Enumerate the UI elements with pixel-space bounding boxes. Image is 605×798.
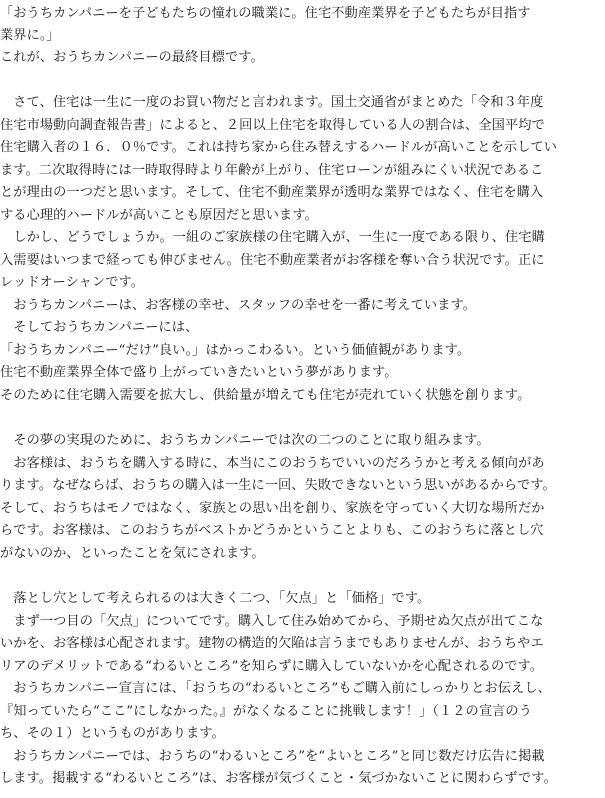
text-line: そして、おうちはモノではなく、家族との思い出を創り、家族を守っていく大切な場所だか [0, 501, 545, 516]
text-line: そしておうちカンパニーには、 [0, 320, 199, 335]
text-line: いかを、お客様は心配されます。建物の構造的欠陥は言うまでもありませんが、おうちやエ [0, 636, 544, 651]
text-line: します。掲載する“わるいところ”は、お客様が気づくこと・気づかないことに関わらずです。 [0, 771, 557, 786]
text-line: おうちカンパニー宣言には、「おうちの“わるいところ”もご購入前にしっかりとお伝えし、 [0, 681, 551, 696]
text-line: 「おうちカンパニーを子どもたちの憧れの職業に。住宅不動産業界を子どもたちが目指す [0, 6, 531, 21]
text-line: ります。なぜならば、おうちの購入は一生に一回、失敗できないという思いがあるからです。 [0, 478, 556, 493]
text-line: これが、おうちカンパニーの最終目標です。 [0, 50, 264, 65]
text-line: しかし、どうでしょうか。一組のご家族様の住宅購入が、一生に一度である限り、住宅購 [0, 230, 545, 245]
text-line: おうちカンパニーでは、おうちの“わるいところ”を“よいところ”と同じ数だけ広告に掲載 [0, 749, 545, 764]
text-line: ます。二次取得時には一時取得時より年齢が上がり、住宅ローンが組みにくい状況であるこ [0, 163, 544, 178]
text-line: そのために住宅購入需要を拡大し、供給量が増えても住宅が売れていく状態を創ります。 [0, 388, 531, 403]
text-line: らです。お客様は、このおうちがベストかどうかということよりも、このおうちに落とし穴 [0, 523, 544, 538]
text-line: ち、その１）というものがあります。 [0, 726, 225, 741]
text-line: お客様は、おうちを購入する時に、本当にこのおうちでいいのだろうかと考える傾向があ [0, 456, 545, 471]
text-line: 業界に。」 [0, 28, 60, 43]
text-line: レッドオーシャンです。 [0, 275, 145, 290]
text-line: とが理由の一つだと思います。そして、住宅不動産業界が透明な業界ではなく、住宅を購入 [0, 185, 544, 200]
text-line: する心理的ハードルが高いことも原因だと思います。 [0, 208, 318, 223]
text-line: さて、住宅は一生に一度のお買い物だと言われます。国土交通省がまとめた「令和３年度 [0, 95, 544, 110]
text-line: 住宅市場動向調査報告書」によると、２回以上住宅を取得している人の割合は、全国平均で [0, 118, 545, 133]
text-line: おうちカンパニーは、お客様の幸せ、スタッフの幸せを一番に考えています。 [0, 298, 476, 313]
text-line: 住宅購入者の１６．０％です。これは持ち家から住み替えするハードルが高いことを示してい [0, 140, 558, 155]
text-line: リアのデメリットである“わるいところ”を知らずに購入していないかを心配されるのです。 [0, 659, 544, 674]
text-line: 「おうちカンパニー“だけ”良い。」はかっこわるい。という価値観があります。 [0, 343, 471, 358]
text-line: がないのか、といったことを気にされます。 [0, 546, 265, 561]
text-line: 落とし穴として考えられるのは大きく二つ、「欠点」と「価格」です。 [0, 591, 431, 606]
text-line: 住宅不動産業界全体で盛り上がっていきたいという夢があります。 [0, 365, 398, 380]
text-line: まず一つ目の「欠点」についてです。購入して住み始めてから、予期せぬ欠点が出てこな [0, 614, 544, 629]
text-line: その夢の実現のために、おうちカンパニーでは次の二つのことに取り組みます。 [0, 433, 490, 448]
text-line: 入需要はいつまで経っても伸びません。住宅不動産業者がお客様を奪い合う状況です。正に [0, 253, 545, 268]
text-line: 『知っていたら“ここ”にしなかった。』がなくなることに挑戦します！」（１２の宣言のう [0, 704, 532, 719]
